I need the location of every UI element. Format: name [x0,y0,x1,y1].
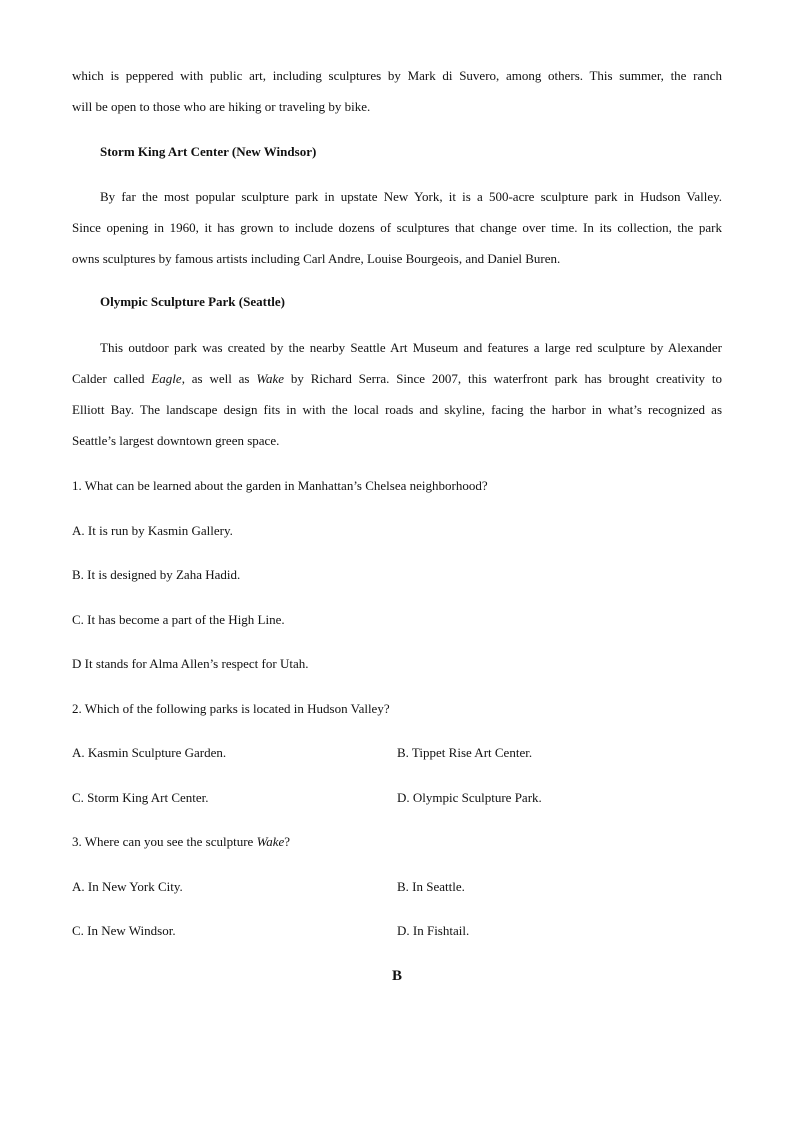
text-run: 3. Where can you see the sculpture [72,834,257,849]
text-run: Calder called [72,371,152,386]
paragraph-line: By far the most popular sculpture park in upstate New York, it is a 500-acre sculpture park in Hudson Valley. [100,189,722,204]
option-b: B. Tippet Rise Art Center. [397,745,533,760]
paragraph-line: Since opening in 1960, it has grown to include dozens of sculptures that change over time. In its collection, the park [72,220,722,235]
section-heading: Olympic Sculpture Park (Seattle) [100,294,285,309]
paragraph-line: This outdoor park was created by the nearby Seattle Art Museum and features a large red sculpture by Alexander [100,340,722,355]
option-a: A. In New York City. [72,879,183,894]
option-c: C. Storm King Art Center. [72,790,209,805]
section-heading: Storm King Art Center (New Windsor) [100,144,317,159]
option-c: C. In New Windsor. [72,923,176,938]
artwork-title: Eagle [151,371,182,386]
question-stem: 1. What can be learned about the garden in Manhattan’s Chelsea neighborhood? [72,478,488,493]
option-d: D It stands for Alma Allen’s respect for Utah. [72,656,309,671]
option-a: A. It is run by Kasmin Gallery. [72,523,233,538]
text-run: , as well as [181,371,257,386]
text-run: ? [284,834,291,849]
question-stem: 2. Which of the following parks is located in Hudson Valley? [72,701,390,716]
paragraph-line: owns sculptures by famous artists including Carl Andre, Louise Bourgeois, and Daniel Buren. [72,251,561,266]
option-c: C. It has become a part of the High Line. [72,612,285,627]
artwork-title: Wake [256,371,285,386]
question-stem [72,834,722,850]
option-d: D. Olympic Sculpture Park. [397,790,542,805]
option-b: B. It is designed by Zaha Hadid. [72,567,241,582]
option-b: B. In Seattle. [397,879,465,894]
paragraph-line: Elliott Bay. The landscape design fits in with the local roads and skyline, facing the harbor in what’s recognized as [72,402,722,417]
artwork-title: Wake [256,834,285,849]
paragraph-line: which is peppered with public art, including sculptures by Mark di Suvero, among others. This summer, the ranch [72,68,722,83]
option-d: D. In Fishtail. [397,923,470,938]
paragraph-line [72,371,722,387]
paragraph-line: will be open to those who are hiking or traveling by bike. [72,99,371,114]
text-run: by Richard Serra. Since 2007, this waterfront park has brought creativity to [284,371,722,386]
section-marker: B [391,968,402,984]
option-a: A. Kasmin Sculpture Garden. [72,745,227,760]
paragraph-line: Seattle’s largest downtown green space. [72,433,280,448]
